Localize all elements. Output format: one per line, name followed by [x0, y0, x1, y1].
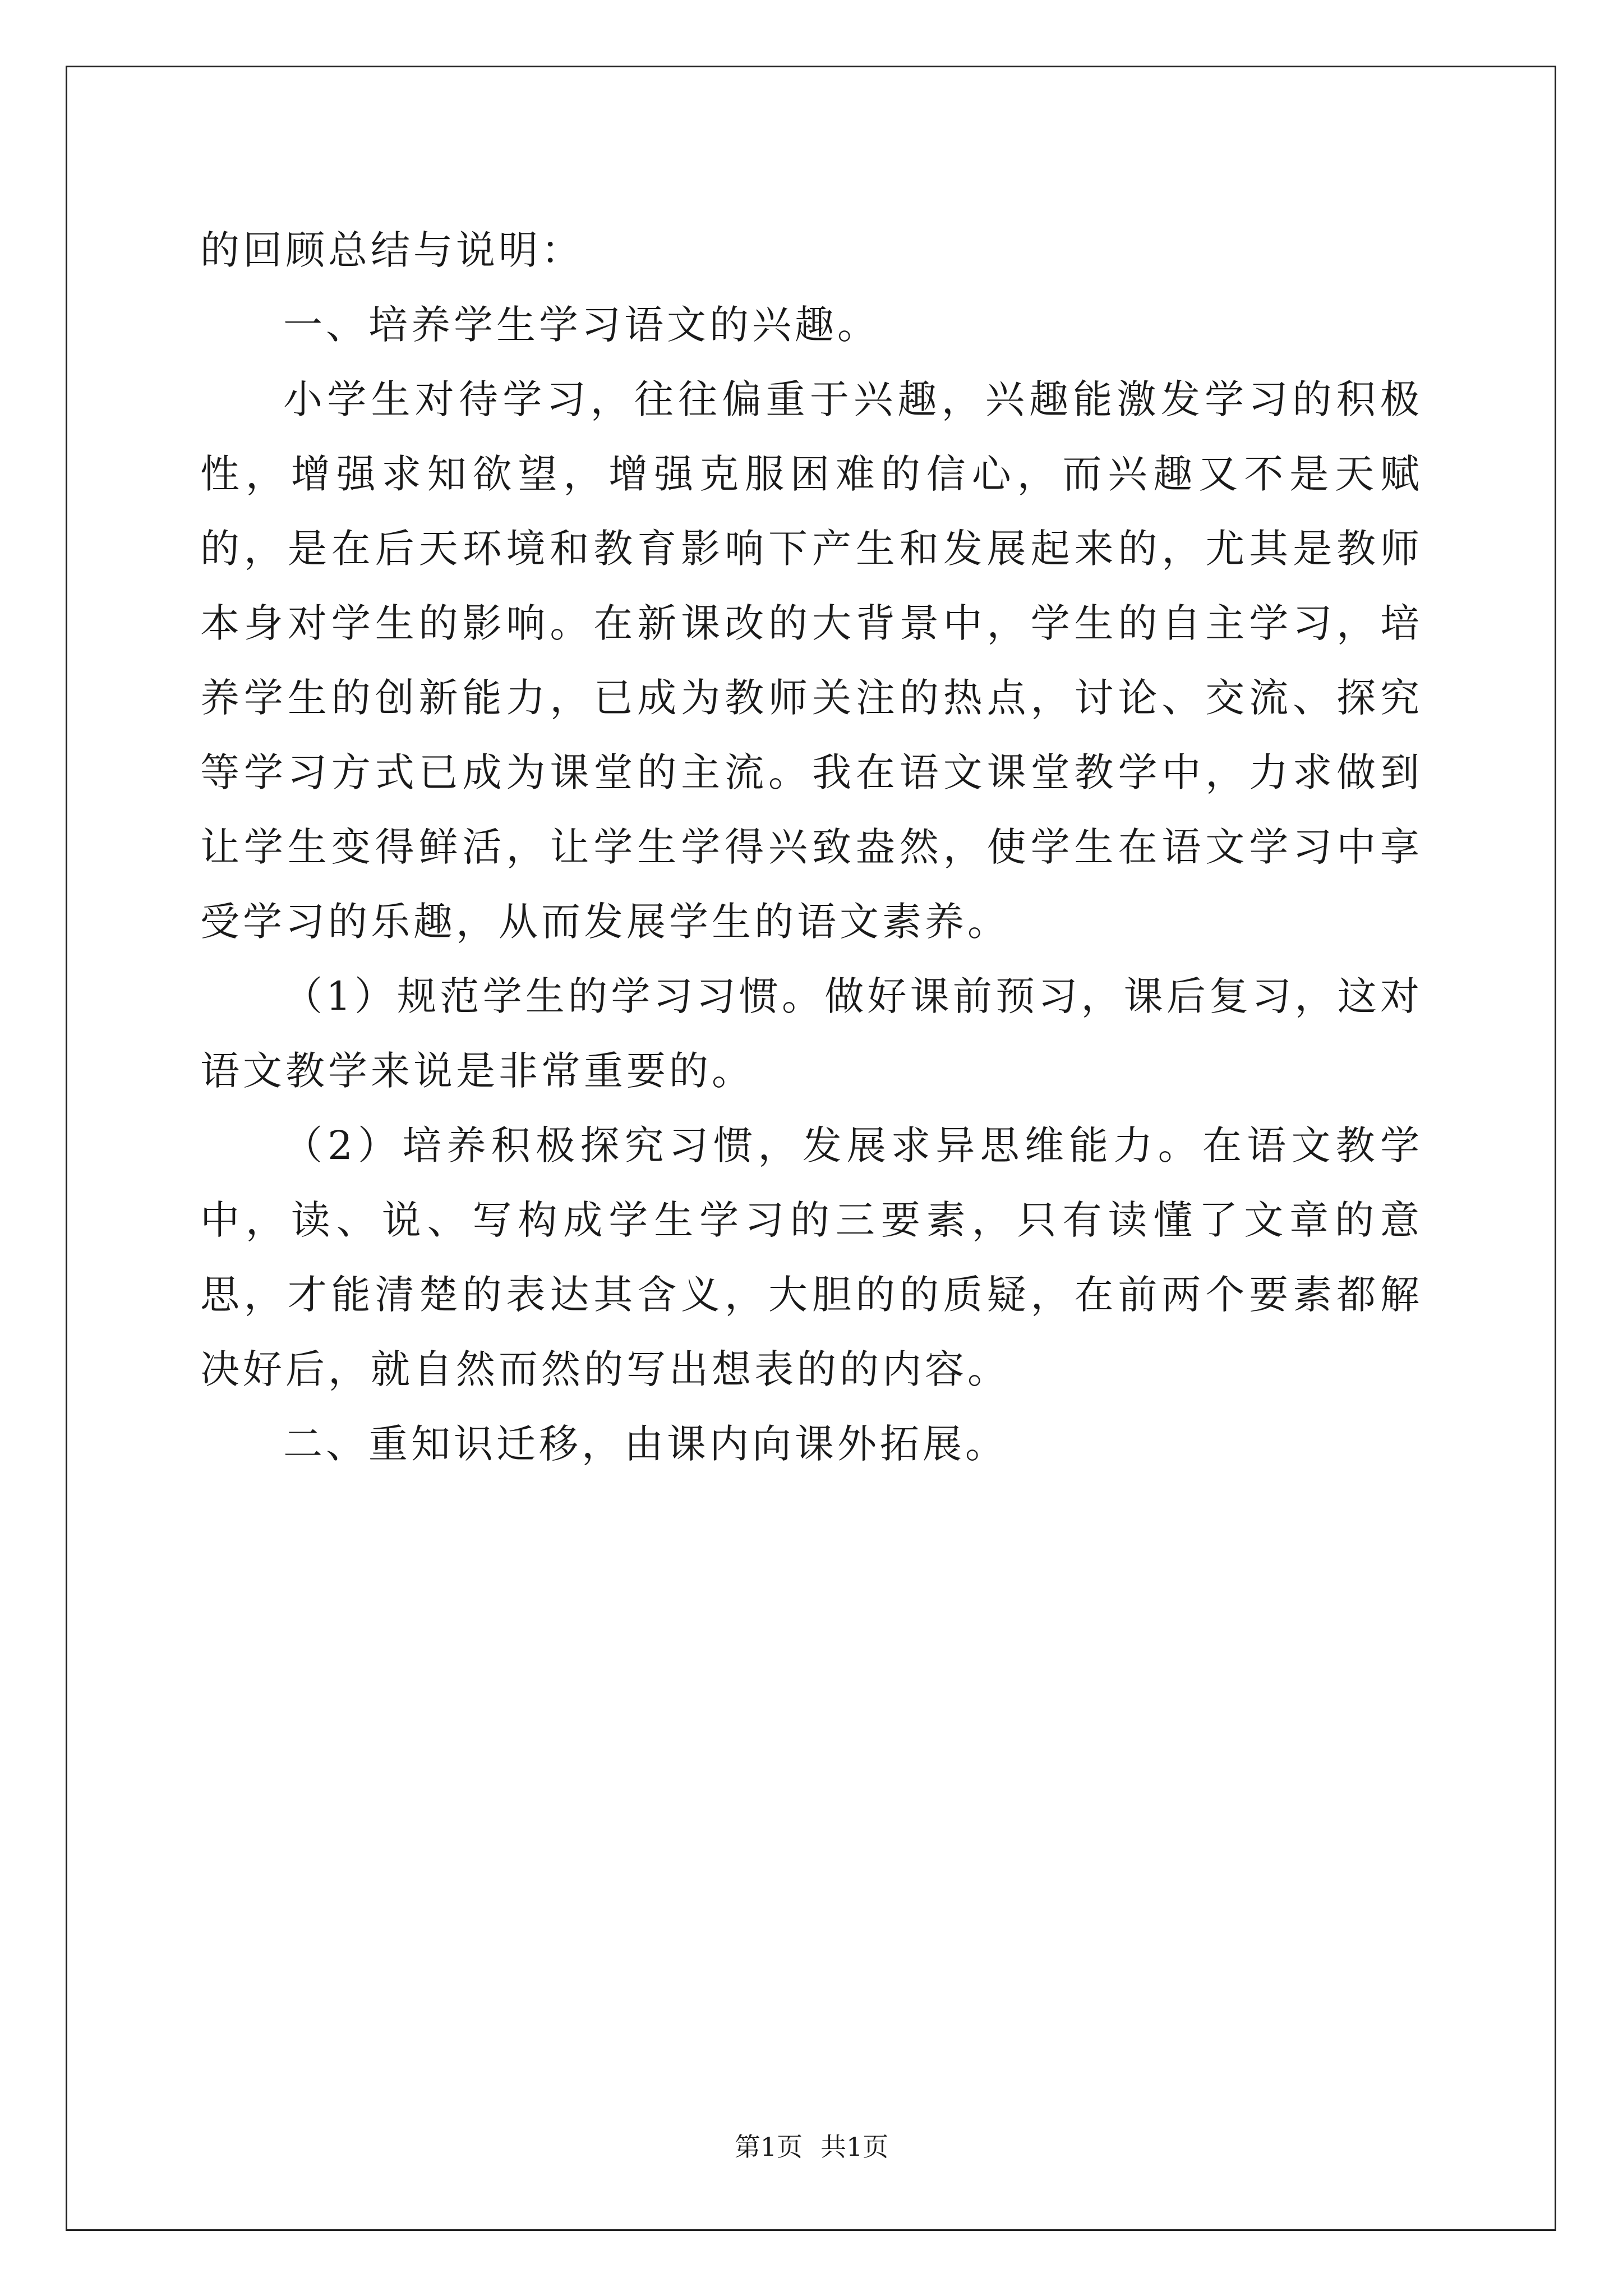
document-body: [200, 213, 1423, 1481]
page-total: 共1页: [820, 2132, 889, 2162]
page-footer: [0, 2130, 1623, 2164]
paragraph-habit-1: （1）规范学生的学习习惯。做好课前预习，课后复习，这对语文教学来说是非常重要的。: [200, 973, 1423, 1094]
heading-section-1: 一、培养学生学习语文的兴趣。: [283, 302, 880, 348]
paragraph-habit-2: （2）培养积极探究习惯，发展求异思维能力。在语文教学中，读、说、写构成学生学习的三要素，只有读懂了文章的意思，才能清楚的表达其含义，大胆的的质疑，在前两个要素都解决好后，就自然而然的写出想表的的内容。: [200, 1122, 1423, 1392]
paragraph-intro: 的回顾总结与说明：: [200, 227, 584, 273]
page-number: 第1页: [734, 2132, 803, 2162]
paragraph-interest: 小学生对待学习，往往偏重于兴趣，兴趣能激发学习的积极性，增强求知欲望，增强克服困难的信心，而兴趣又不是天赋的，是在后天环境和教育影响下产生和发展起来的，尤其是教师本身对学生的影响。在新课改的大背景中，学生的自主学习，培养学生的创新能力，已成为教师关注的热点，讨论、交流、探究等学习方式已成为课堂的主流。我在语文课堂教学中，力求做到让学生变得鲜活，让学生学得兴致盎然，使学生在语文学习中享受学习的乐趣，从而发展学生的语文素养。: [200, 376, 1423, 945]
heading-section-2: 二、重知识迁移，由课内向课外拓展。: [283, 1421, 1008, 1467]
